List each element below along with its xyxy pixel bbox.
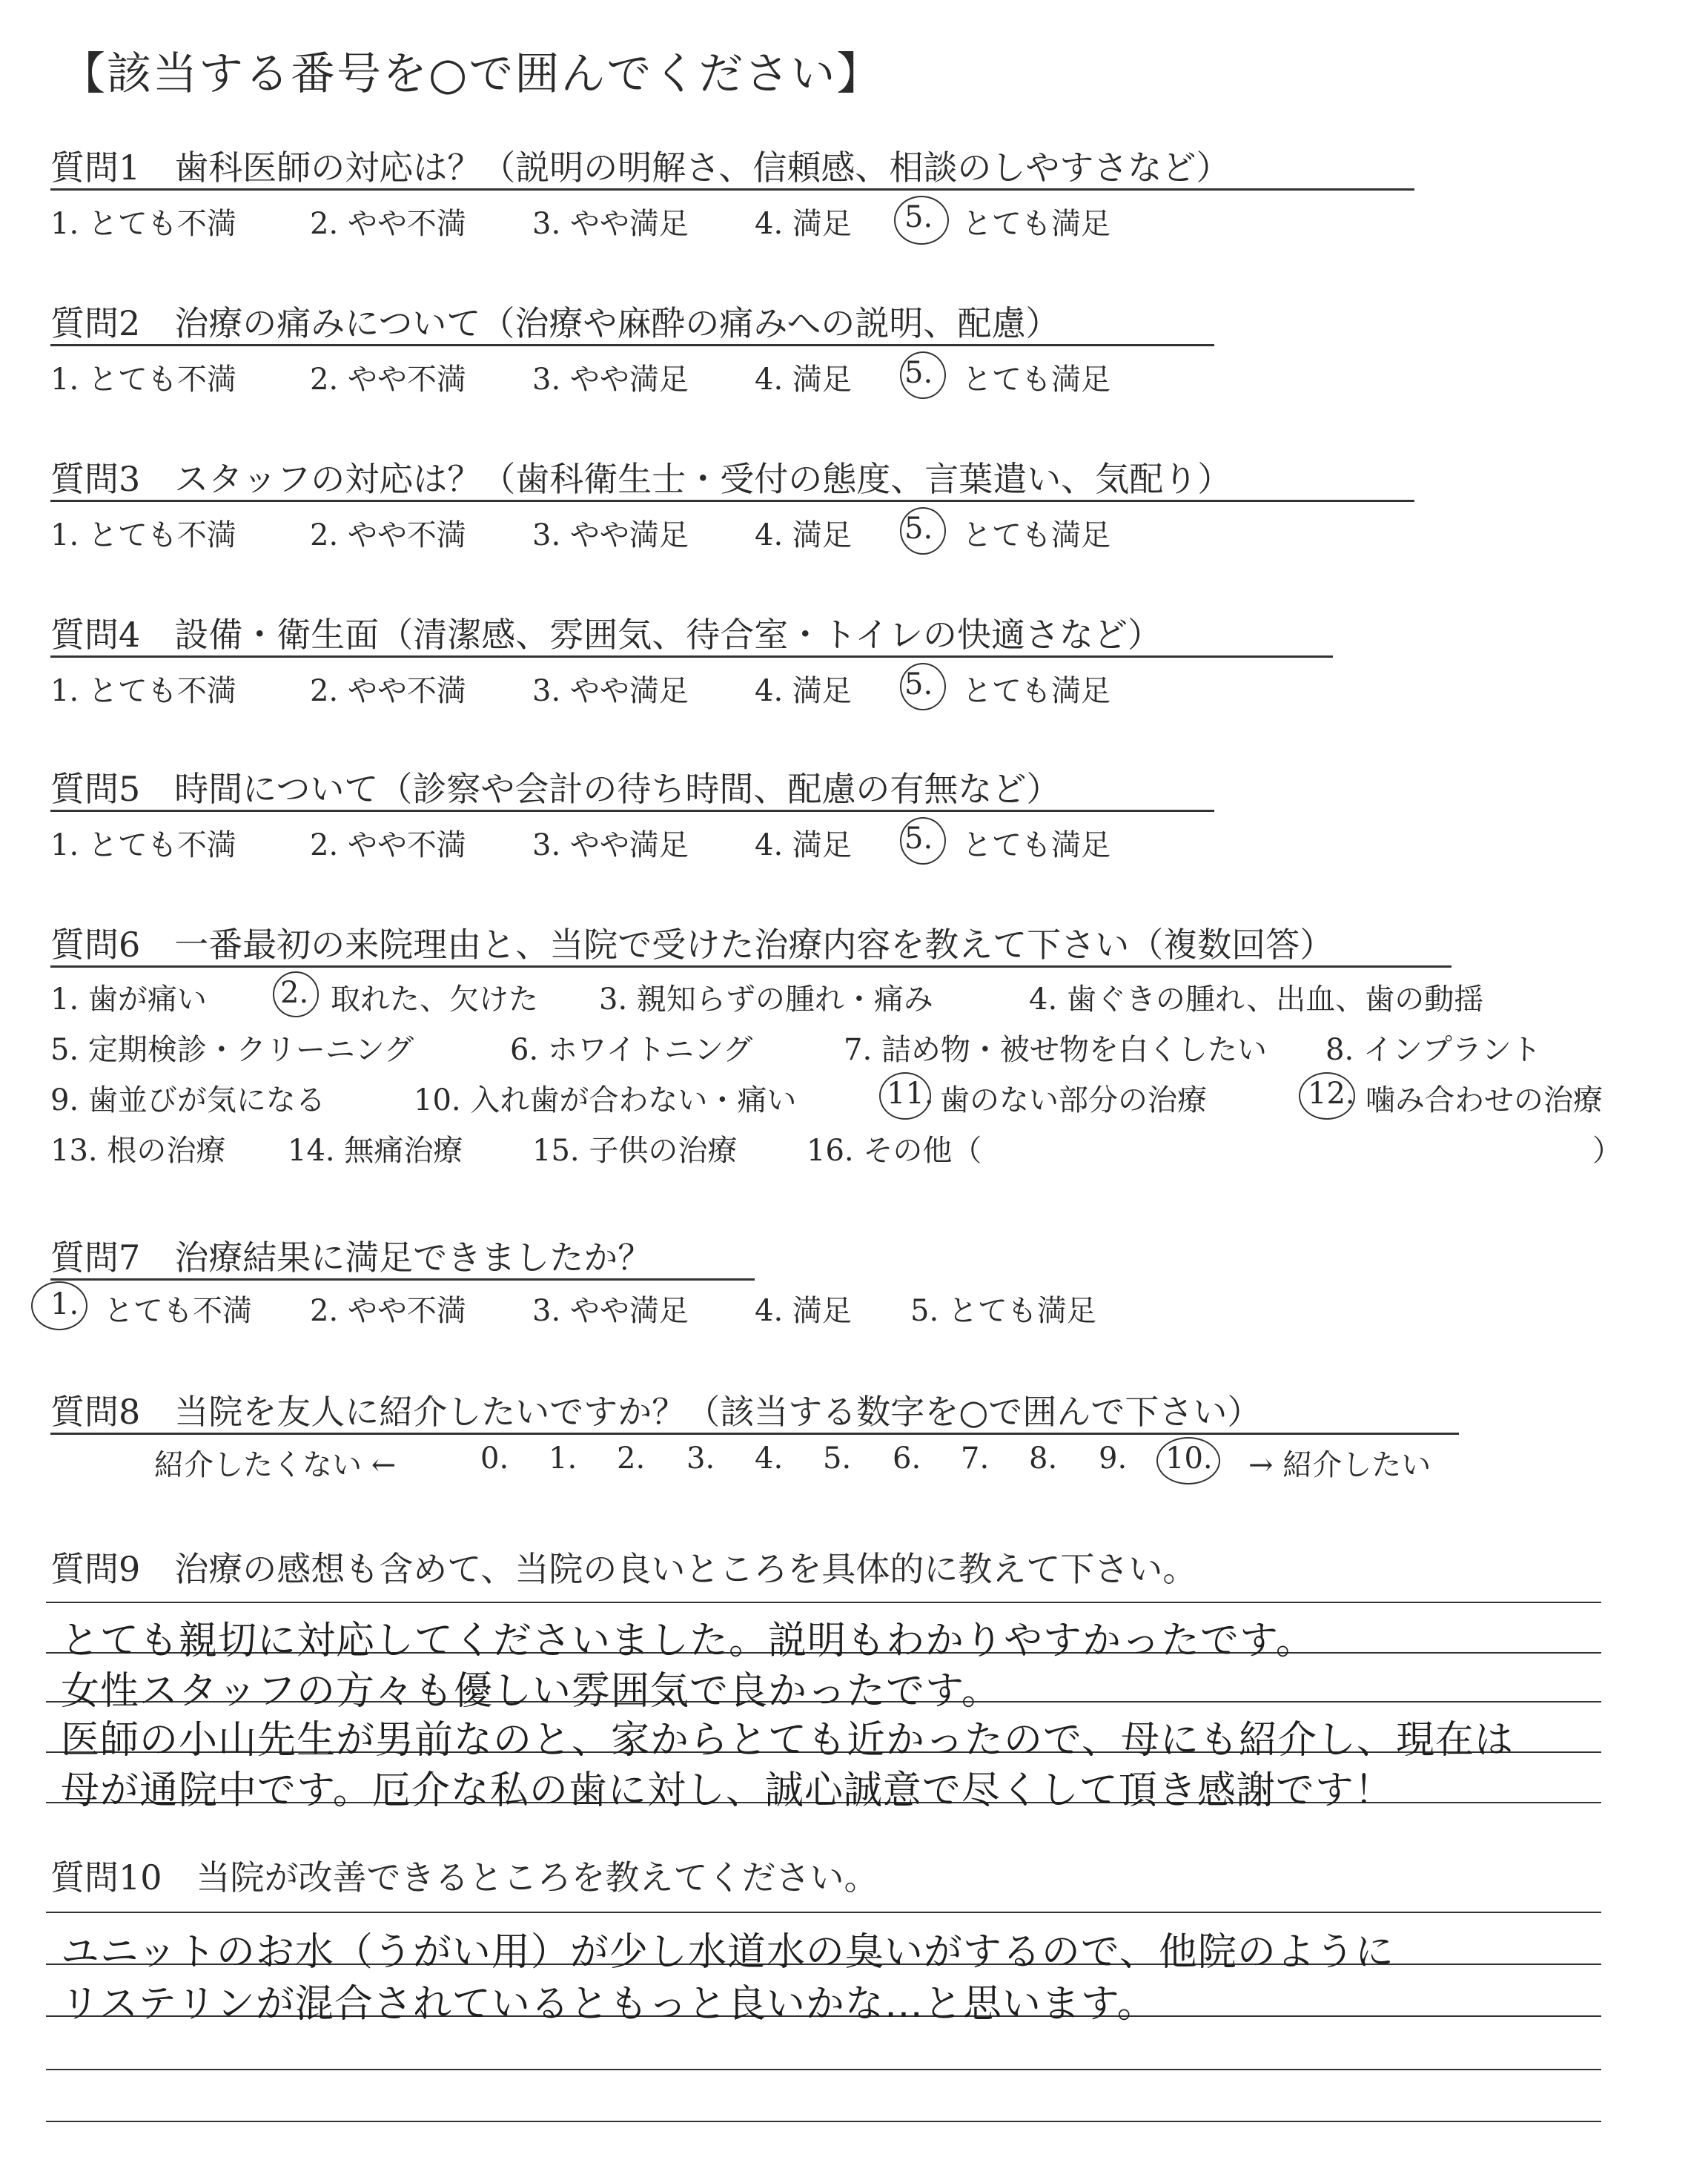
- option-5-label: とても満足: [962, 828, 1110, 862]
- option-11[interactable]: 11.: [887, 1077, 934, 1111]
- option-3[interactable]: 3. やや満足: [532, 207, 689, 241]
- question-7-underline: [50, 1278, 755, 1281]
- option-6[interactable]: 6. ホワイトニング: [510, 1033, 753, 1067]
- answer-line: [46, 2121, 1601, 2122]
- option-3[interactable]: 3. 親知らずの腫れ・痛み: [599, 982, 933, 1017]
- option-4[interactable]: 4. 満足: [755, 363, 852, 397]
- question-6-underline: [50, 965, 1452, 968]
- selection-circle: [1299, 1072, 1355, 1120]
- option-1[interactable]: 1. とても不満: [50, 363, 236, 397]
- selection-circle: [894, 196, 949, 245]
- option-8[interactable]: 8. インプラント: [1325, 1033, 1541, 1067]
- handwritten-answer-line: 医師の小山先生が男前なのと、家からとても近かったので、母にも紹介し、現在は: [61, 1718, 1514, 1763]
- option-13[interactable]: 13. 根の治療: [50, 1134, 226, 1168]
- question-2-underline: [50, 344, 1214, 346]
- handwritten-answer-line: 母が通院中です。厄介な私の歯に対し、誠心誠意で尽くして頂き感謝です！: [61, 1768, 1394, 1813]
- option-15[interactable]: 15. 子供の治療: [532, 1134, 738, 1168]
- option-2[interactable]: 2. やや不満: [310, 363, 466, 397]
- selection-circle: [879, 1072, 931, 1120]
- option-2[interactable]: 2.: [280, 976, 309, 1010]
- option-3[interactable]: 3. やや満足: [532, 363, 689, 397]
- option-2[interactable]: 2. やや不満: [310, 207, 466, 241]
- question-8-underline: [50, 1433, 1459, 1435]
- option-9[interactable]: 9. 歯並びが気になる: [50, 1083, 325, 1117]
- option-2[interactable]: 2. やや不満: [310, 828, 466, 862]
- scale-0[interactable]: 0.: [480, 1441, 509, 1476]
- answer-line: [46, 1602, 1601, 1603]
- option-16-close-paren: ）: [1592, 1134, 1622, 1168]
- option-4[interactable]: 4. 満足: [755, 828, 852, 862]
- scale-8[interactable]: 8.: [1029, 1441, 1058, 1476]
- question-4-underline: [50, 655, 1333, 658]
- option-10[interactable]: 10. 入れ歯が合わない・痛い: [414, 1083, 797, 1117]
- selection-circle: [900, 663, 946, 710]
- option-11-label: 歯のない部分の治療: [940, 1083, 1207, 1117]
- option-5[interactable]: 5. とても満足: [910, 1294, 1096, 1328]
- question-3-title: 質問3 スタッフの対応は？（歯科衛生士・受付の態度、言葉遣い、気配り）: [50, 459, 1232, 499]
- option-5[interactable]: 5. 定期検診・クリーニング: [50, 1033, 414, 1067]
- scale-left-label: 紹介したくない ←: [154, 1448, 397, 1482]
- scale-5[interactable]: 5.: [823, 1441, 852, 1476]
- question-4-title: 質問4 設備・衛生面（清潔感、雰囲気、待合室・トイレの快適さなど）: [50, 615, 1162, 655]
- option-5[interactable]: 5.: [904, 822, 933, 856]
- question-9-title: 質問9 治療の感想も含めて、当院の良いところを具体的に教えて下さい。: [50, 1549, 1197, 1589]
- handwritten-answer-line: リステリンが混合されているともっと良いかな…と思います。: [61, 1982, 1156, 2027]
- answer-line: [46, 2069, 1601, 2070]
- option-4[interactable]: 4. 歯ぐきの腫れ、出血、歯の動揺: [1029, 982, 1484, 1017]
- scale-1[interactable]: 1.: [549, 1441, 577, 1476]
- question-5-underline: [50, 810, 1214, 812]
- option-2-label: 取れた、欠けた: [331, 982, 538, 1017]
- question-6-title: 質問6 一番最初の来院理由と、当院で受けた治療内容を教えて下さい（複数回答）: [50, 925, 1334, 965]
- selection-circle: [900, 351, 946, 399]
- question-5-title: 質問5 時間について（診察や会計の待ち時間、配慮の有無など）: [50, 769, 1061, 809]
- option-1[interactable]: 1. とても不満: [50, 674, 236, 708]
- option-4[interactable]: 4. 満足: [755, 1294, 852, 1328]
- answer-line: [46, 1912, 1601, 1913]
- scale-7[interactable]: 7.: [961, 1441, 990, 1476]
- question-3-underline: [50, 500, 1414, 502]
- option-3[interactable]: 3. やや満足: [532, 828, 689, 862]
- selection-circle: [273, 971, 319, 1017]
- option-1[interactable]: 1. とても不満: [50, 207, 236, 241]
- selection-circle: [900, 817, 946, 865]
- option-4[interactable]: 4. 満足: [755, 674, 852, 708]
- option-12-label: 噛み合わせの治療: [1366, 1083, 1603, 1117]
- option-5-label: とても満足: [962, 207, 1110, 241]
- option-3[interactable]: 3. やや満足: [532, 518, 689, 552]
- selection-circle: [31, 1281, 87, 1330]
- option-3[interactable]: 3. やや満足: [532, 674, 689, 708]
- option-14[interactable]: 14. 無痛治療: [288, 1134, 463, 1168]
- option-1-label: とても不満: [104, 1294, 252, 1328]
- handwritten-answer-line: とても親切に対応してくださいました。説明もわかりやすかったです。: [61, 1619, 1315, 1663]
- scale-4[interactable]: 4.: [755, 1441, 784, 1476]
- question-8-title: 質問8 当院を友人に紹介したいですか？（該当する数字を○で囲んで下さい）: [50, 1392, 1262, 1432]
- option-1[interactable]: 1. とても不満: [50, 828, 236, 862]
- handwritten-answer-line: 女性スタッフの方々も優しい雰囲気で良かったです。: [61, 1669, 1001, 1714]
- question-7-title: 質問7 治療結果に満足できましたか？: [50, 1238, 652, 1278]
- option-5[interactable]: 5.: [904, 512, 933, 546]
- scale-10[interactable]: 10.: [1165, 1441, 1213, 1476]
- option-4[interactable]: 4. 満足: [755, 207, 852, 241]
- scale-9[interactable]: 9.: [1099, 1441, 1128, 1476]
- option-1[interactable]: 1.: [50, 1287, 79, 1321]
- scale-2[interactable]: 2.: [617, 1441, 646, 1476]
- selection-circle: [900, 507, 946, 555]
- option-7[interactable]: 7. 詰め物・被せ物を白くしたい: [844, 1033, 1267, 1067]
- page-title: 【該当する番号を○で囲んでください】: [61, 48, 883, 100]
- option-5[interactable]: 5.: [904, 356, 933, 390]
- scale-right-label: → 紹介したい: [1248, 1448, 1431, 1482]
- option-2[interactable]: 2. やや不満: [310, 674, 466, 708]
- option-3[interactable]: 3. やや満足: [532, 1294, 689, 1328]
- scale-3[interactable]: 3.: [686, 1441, 715, 1476]
- question-2-title: 質問2 治療の痛みについて（治療や麻酔の痛みへの説明、配慮）: [50, 303, 1060, 343]
- handwritten-answer-line: ユニットのお水（うがい用）が少し水道水の臭いがするので、他院のように: [61, 1930, 1394, 1975]
- question-1-underline: [50, 188, 1414, 191]
- option-5-label: とても満足: [962, 674, 1110, 708]
- option-1[interactable]: 1. 歯が痛い: [50, 982, 207, 1017]
- scale-6[interactable]: 6.: [893, 1441, 921, 1476]
- option-16[interactable]: 16. その他（: [807, 1134, 982, 1168]
- question-10-title: 質問10 当院が改善できるところを教えてください。: [50, 1857, 878, 1898]
- option-5[interactable]: 5.: [904, 200, 933, 234]
- option-5-label: とても満足: [962, 363, 1110, 397]
- option-5[interactable]: 5.: [904, 667, 933, 701]
- option-4[interactable]: 4. 満足: [755, 518, 852, 552]
- option-5-label: とても満足: [962, 518, 1110, 552]
- option-12[interactable]: 12.: [1308, 1077, 1355, 1111]
- option-1[interactable]: 1. とても不満: [50, 518, 236, 552]
- selection-circle: [1156, 1437, 1220, 1484]
- option-2[interactable]: 2. やや不満: [310, 1294, 466, 1328]
- question-1-title: 質問1 歯科医師の対応は？（説明の明解さ、信頼感、相談のしやすさなど）: [50, 148, 1231, 188]
- option-2[interactable]: 2. やや不満: [310, 518, 466, 552]
